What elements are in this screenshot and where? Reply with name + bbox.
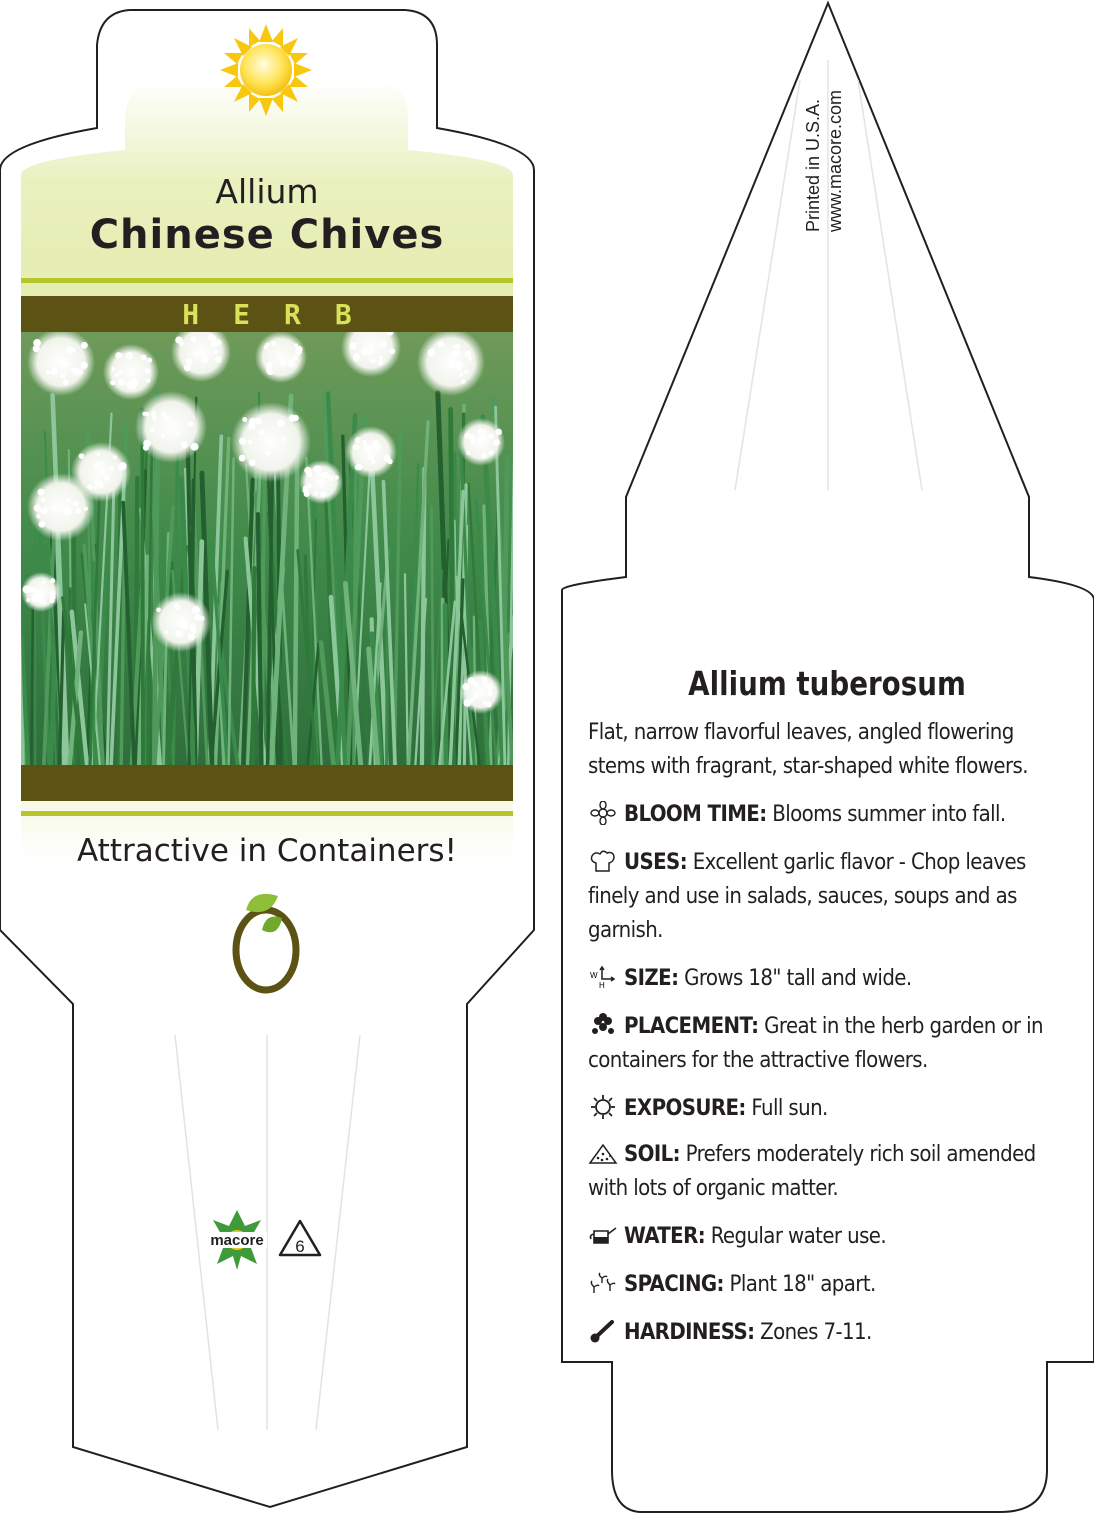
attribute-label: PLACEMENT: [624,1014,759,1039]
svg-text:H: H [599,981,605,989]
attribute-uses [588,846,1048,948]
attribute-soil [588,1138,1048,1206]
attribute-exposure [588,1092,1048,1126]
soil-icon [588,1141,618,1165]
sun-outline-icon [588,1095,618,1119]
attribute-label: EXPOSURE: [624,1096,746,1121]
green-rule-bottom [21,811,513,816]
thermometer-icon [588,1319,618,1343]
seedlings-icon [588,1271,618,1295]
common-name: Chinese Chives [89,212,445,258]
plant-photo [21,332,513,765]
attribute-spacing [588,1268,1048,1302]
attribute-label: SIZE: [624,966,679,991]
attribute-text: Plant 18" apart. [723,1272,876,1297]
attribute-label: HARDINESS: [624,1320,755,1345]
recycle-code: 6 [295,1237,305,1256]
attribute-label: SOIL: [624,1142,680,1167]
attribute-text: Full sun. [745,1096,828,1121]
green-rule-top [21,278,513,283]
watering-can-icon [588,1223,618,1247]
attribute-text: Zones 7-11. [754,1320,872,1345]
attribute-text: Blooms summer into fall. [766,802,1006,827]
attribute-label: USES: [624,850,688,875]
attribute-text: Regular water use. [705,1224,887,1249]
attribute-bloom-time [588,798,1048,832]
attribute-text: Prefers moderately rich soil amended with lots of organic matter. [588,1142,1036,1201]
category-label: HERB [182,298,386,331]
tagline: Attractive in Containers! [77,833,457,869]
chef-hat-icon [588,849,618,873]
svg-text:W: W [590,971,597,980]
attribute-label: WATER: [624,1224,706,1249]
attribute-placement [588,1010,1048,1078]
plants-icon [588,1013,618,1037]
macore-logo-text: macore [210,1232,264,1249]
scientific-name: Allium tuberosum [688,664,966,703]
genus-name: Allium [215,172,319,211]
attribute-label: SPACING: [624,1272,724,1297]
attribute-text: Excellent garlic flavor - Chop leaves finely and use in salads, sauces, soups and as garnish. [588,850,1026,943]
size-icon [588,965,618,989]
attribute-text: Grows 18" tall and wide. [678,966,912,991]
attribute-label: BLOOM TIME: [624,802,767,827]
print-info [802,90,846,232]
attribute-water [588,1220,1048,1254]
plant-description: Flat, narrow flavorful leaves, angled flowering stems with fragrant, star-shaped white flowers. [588,720,1028,779]
website: www.macore.com [825,89,845,232]
printed-in: Printed in U.S.A. [803,98,823,232]
attribute-size [588,962,1048,996]
flower-icon [588,801,618,825]
attribute-text: Great in the herb garden or in containers for the attractive flowers. [588,1014,1043,1073]
attribute-hardiness [588,1316,1048,1350]
photo-bottom-band [21,765,513,801]
